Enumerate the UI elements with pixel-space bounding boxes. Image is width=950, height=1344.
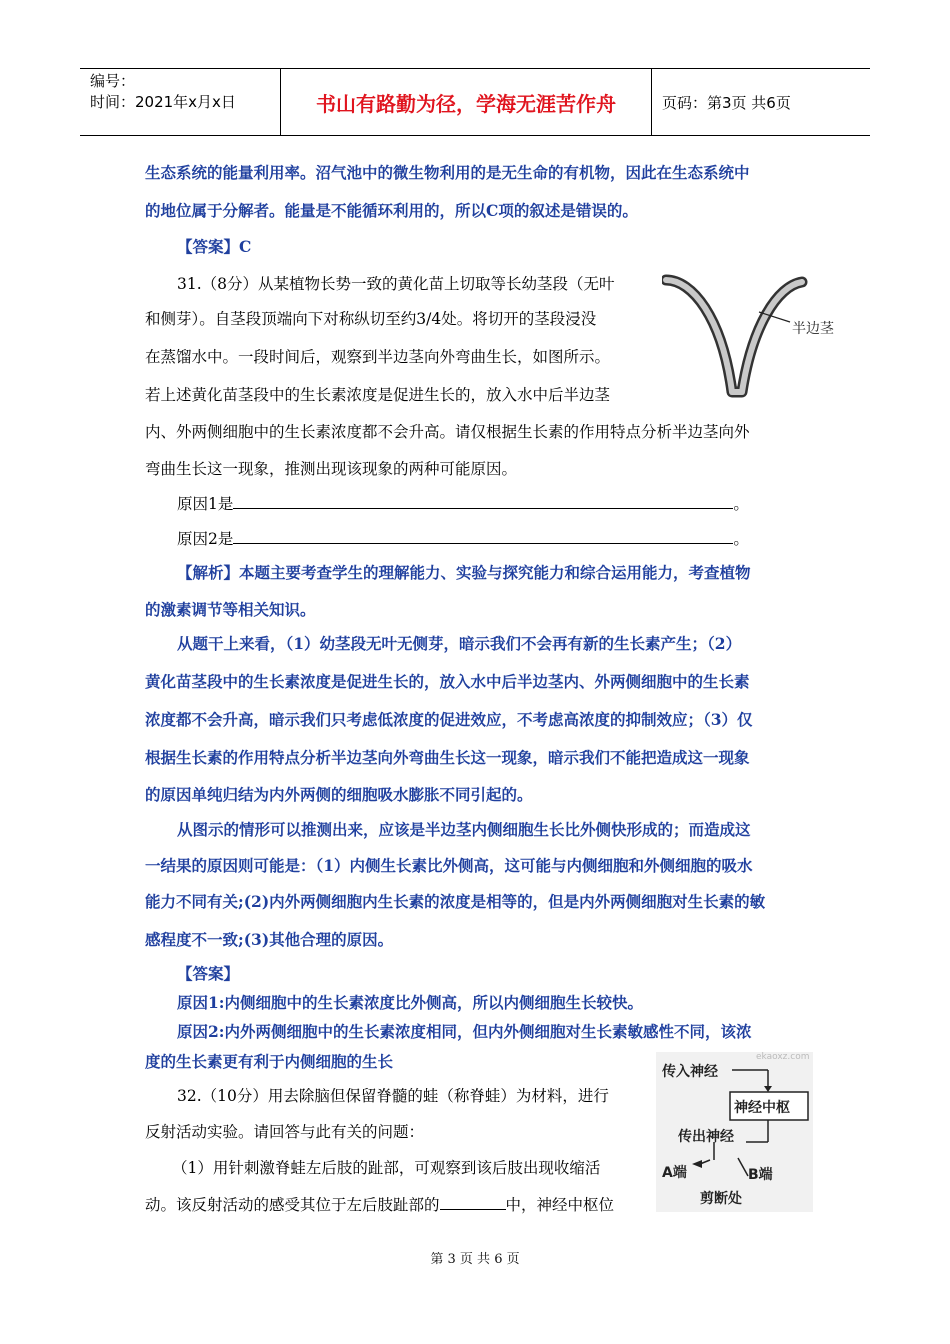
text-line-with-blank	[145, 1193, 614, 1215]
text-line: 度的生长素更有利于内侧细胞的生长	[145, 1052, 394, 1071]
text-line: 反射活动实验。请回答与此有关的问题：	[145, 1123, 425, 1141]
half-stem-label: 半边茎	[792, 321, 834, 337]
reason-2-blank[interactable]	[233, 529, 733, 544]
answer-reason-1: 原因1:内侧细胞中的生长素浓度比外侧高，所以内侧细胞生长较快。	[177, 993, 644, 1012]
page-footer: 第 3 页 共 6 页	[430, 1252, 520, 1267]
afferent-nerve-label: 传入神经	[662, 1064, 718, 1080]
text-line: 一结果的原因则可能是：（1）内侧生长素比外侧高，这可能与内侧细胞和外侧细胞的吸水	[145, 856, 753, 875]
efferent-nerve-label: 传出神经	[678, 1129, 734, 1145]
question-31-text: 31.（8分）从某植物长势一致的黄化苗上切取等长幼茎段（无叶	[177, 275, 615, 293]
text-line: 从图示的情形可以推测出来，应该是半边茎内侧细胞生长比外侧快形成的；而造成这	[177, 820, 751, 839]
reason-2-line	[177, 527, 749, 549]
reason-1-line	[177, 492, 749, 514]
text-line: （1）用针刺激脊蛙左后肢的趾部，可观察到该后肢出现收缩活	[172, 1159, 601, 1177]
text-segment: 中，神经中枢位	[505, 1196, 615, 1214]
end-b-label: B端	[748, 1167, 773, 1183]
period: 。	[733, 530, 749, 548]
text-line: 感程度不一致;(3)其他合理的原因。	[145, 930, 394, 949]
header-motto: 书山有路勤为径，学海无涯苦作舟	[280, 69, 652, 135]
reason-2-label: 原因2是	[177, 530, 234, 548]
reason-1-blank[interactable]	[233, 494, 733, 509]
text-line: 的地位属于分解者。能量是不能循环利用的，所以C项的叙述是错误的。	[145, 201, 638, 220]
text-line: 弯曲生长这一现象，推测出现该现象的两种可能原因。	[145, 460, 518, 478]
text-line: 在蒸馏水中。一段时间后，观察到半边茎向外弯曲生长，如图所示。	[145, 348, 611, 366]
answer-label: 【答案】C	[177, 237, 252, 256]
header-page-info: 页码：第3页 共6页	[662, 93, 791, 112]
nerve-center-label: 神经中枢	[734, 1100, 790, 1116]
cut-point-label: 剪断处	[700, 1191, 742, 1207]
question-32-text: 32.（10分）用去除脑但保留脊髓的蛙（称脊蛙）为材料，进行	[177, 1087, 609, 1105]
analysis-line: 【解析】本题主要考查学生的理解能力、实验与探究能力和综合运用能力，考查植物	[177, 563, 751, 582]
text-line: 和侧芽）。自茎段顶端向下对称纵切至约3/4处。将切开的茎段浸没	[145, 310, 597, 328]
reason-1-label: 原因1是	[177, 495, 234, 513]
number-label: 编号：	[90, 72, 136, 90]
end-a-label: A端	[662, 1165, 687, 1181]
header-meta	[80, 69, 280, 135]
text-line: 能力不同有关;(2)内外两侧细胞内生长素的浓度是相等的，但是内外两侧细胞对生长素的敏	[145, 892, 766, 911]
period: 。	[733, 495, 749, 513]
text-line: 生态系统的能量利用率。沼气池中的微生物利用的是无生命的有机物，因此在生态系统中	[145, 163, 750, 182]
page-header	[80, 68, 870, 136]
answer-label: 【答案】	[177, 964, 240, 983]
text-segment: 动。该反射活动的感受其位于左后肢趾部的	[145, 1196, 440, 1214]
receptor-blank[interactable]	[440, 1195, 506, 1210]
reflex-arc-figure	[656, 1052, 813, 1212]
text-line: 黄化苗茎段中的生长素浓度是促进生长的，放入水中后半边茎内、外两侧细胞中的生长素	[145, 672, 750, 691]
text-line: 内、外两侧细胞中的生长素浓度都不会升高。请仅根据生长素的作用特点分析半边茎向外	[145, 423, 750, 441]
answer-reason-2: 原因2:内外两侧细胞中的生长素浓度相同，但内外侧细胞对生长素敏感性不同，该浓	[177, 1022, 752, 1041]
text-line: 浓度都不会升高，暗示我们只考虑低浓度的促进效应，不考虑高浓度的抑制效应；（3）仅	[145, 710, 753, 729]
split-stem-figure	[662, 272, 847, 402]
text-line: 的激素调节等相关知识。	[145, 600, 316, 619]
text-line: 根据生长素的作用特点分析半边茎向外弯曲生长这一现象，暗示我们不能把造成这一现象	[145, 748, 750, 767]
text-line: 的原因单纯归结为内外两侧的细胞吸水膨胀不同引起的。	[145, 785, 533, 804]
date-line: 时间：2021年x月x日	[90, 93, 236, 111]
watermark: ekaoxz.com	[756, 1052, 810, 1062]
text-line: 从题干上来看，（1）幼茎段无叶无侧芽，暗示我们不会再有新的生长素产生；（2）	[177, 634, 742, 653]
text-line: 若上述黄化苗茎段中的生长素浓度是促进生长的，放入水中后半边茎	[145, 386, 611, 404]
